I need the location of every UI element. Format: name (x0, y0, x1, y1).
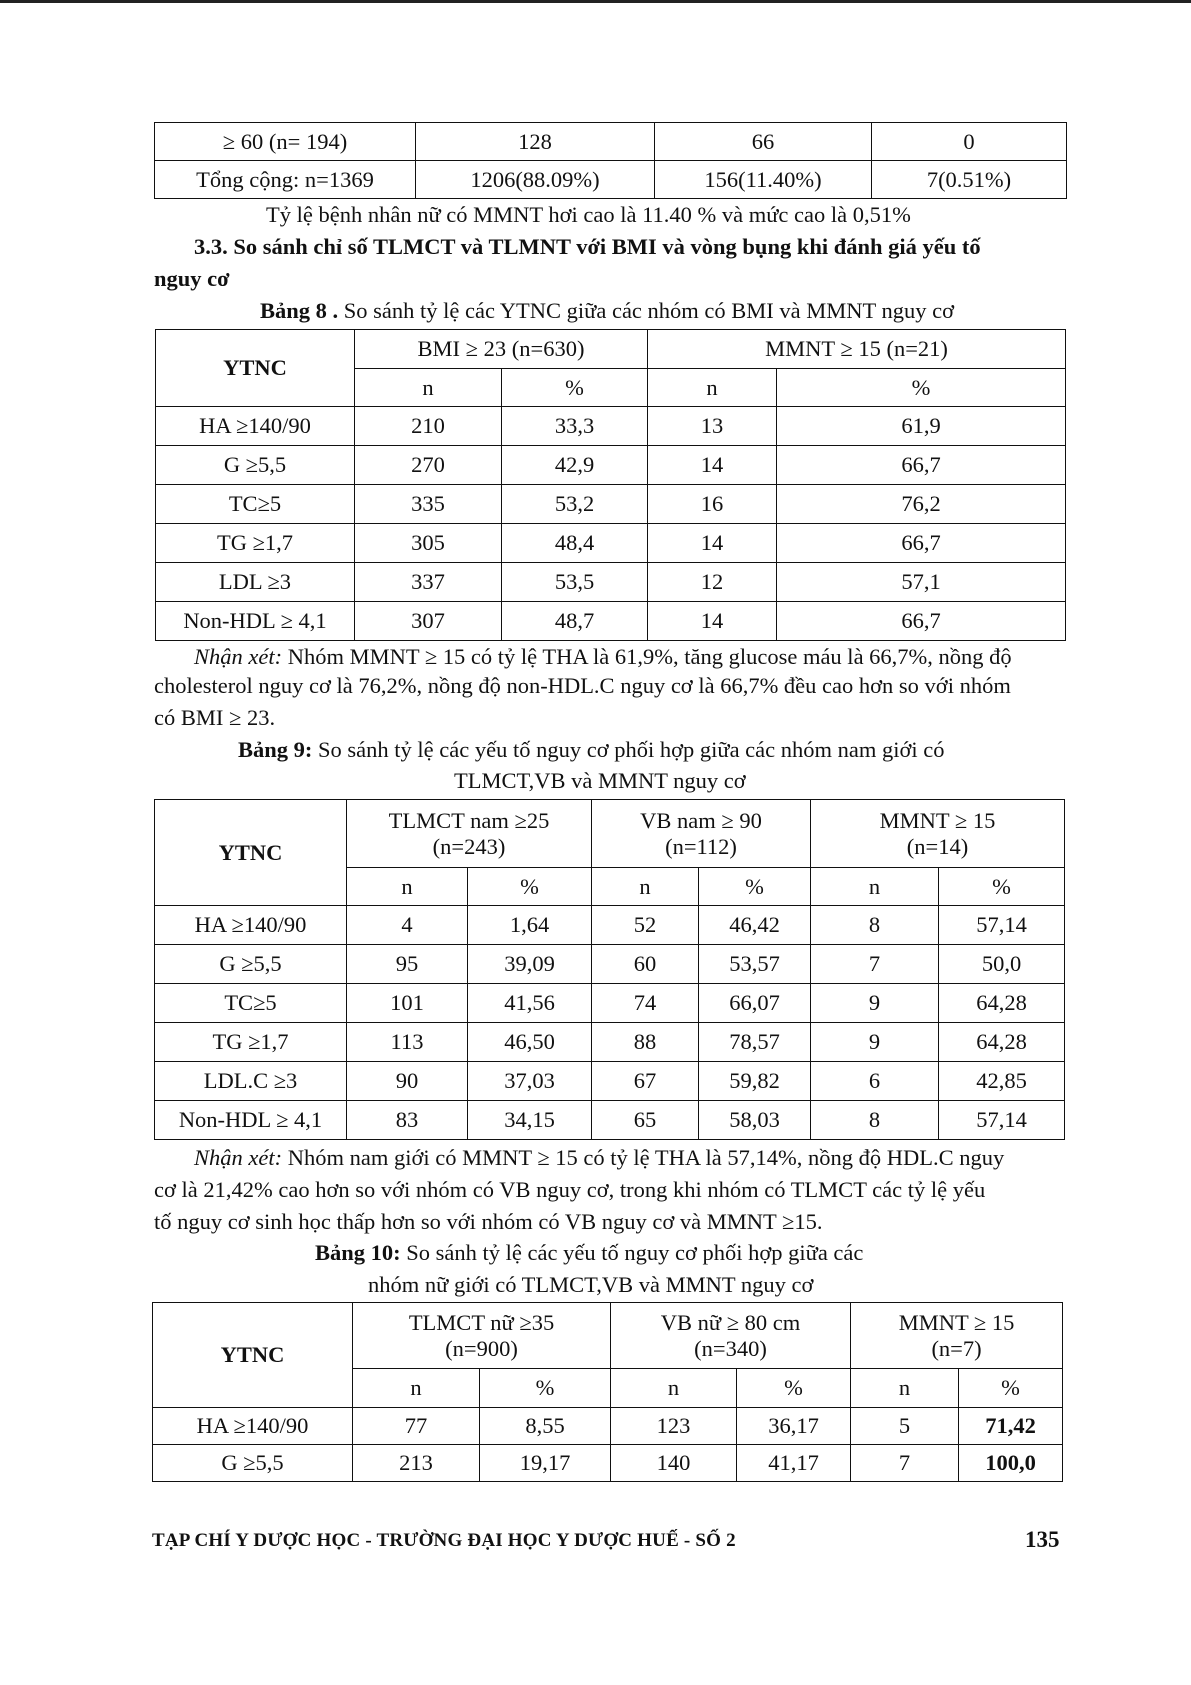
table-cell: 66 (655, 123, 872, 161)
table-cell: 57,1 (777, 563, 1066, 602)
table10-caption-label: Bảng 10: (315, 1240, 401, 1265)
table8-caption-text: So sánh tỷ lệ các YTNC giữa các nhóm có BMI và MMNT nguy cơ (338, 298, 955, 323)
table10-sub-header: n (611, 1369, 737, 1408)
table8-sub-header: % (502, 369, 648, 407)
table-cell: 61,9 (777, 407, 1066, 446)
table-cell: G ≥5,5 (153, 1445, 353, 1482)
table-cell: 213 (353, 1445, 480, 1482)
table-cell: 337 (355, 563, 502, 602)
table9-group-label: MMNT ≥ 15 (879, 807, 996, 833)
remark9-text: Nhóm nam giới có MMNT ≥ 15 có tỷ lệ THA là 57,14%, nồng độ HDL.C nguy (282, 1145, 1005, 1170)
table-cell: 42,85 (939, 1062, 1065, 1101)
table-cell: 74 (592, 984, 699, 1023)
table9-sub-header: n (811, 868, 939, 906)
table-cell: 9 (811, 984, 939, 1023)
table8-sub-header: n (648, 369, 777, 407)
table-cell: TG ≥1,7 (155, 1023, 347, 1062)
remark8-label: Nhận xét: (194, 644, 283, 669)
table8-group-header: BMI ≥ 23 (n=630) (355, 330, 648, 369)
table-row (155, 945, 1065, 984)
table-row (156, 485, 1066, 524)
table-row (155, 1023, 1065, 1062)
remark8-line1 (194, 641, 1012, 672)
table9-group-header (811, 800, 1065, 868)
page-number: 135 (1025, 1527, 1060, 1552)
table-row (156, 563, 1066, 602)
table-cell: 53,2 (502, 485, 648, 524)
table-cell: 16 (648, 485, 777, 524)
table10-ytnc-header: YTNC (153, 1303, 353, 1408)
table10-group-label: MMNT ≥ 15 (898, 1309, 1015, 1335)
table10-group-label: TLMCT nữ ≥35 (408, 1309, 555, 1335)
table-cell: 7 (851, 1445, 959, 1482)
table-row (155, 1101, 1065, 1140)
table8-caption-label: Bảng 8 . (260, 298, 339, 323)
table10-group-header (611, 1303, 851, 1369)
table-cell: 53,57 (699, 945, 811, 984)
table-cell: 19,17 (480, 1445, 611, 1482)
table-cell: 1206(88.09%) (416, 161, 655, 199)
table10-caption-text: So sánh tỷ lệ các yếu tố nguy cơ phối hợp giữa các (400, 1240, 864, 1265)
table-row (156, 524, 1066, 563)
table10-group-n: (n=7) (931, 1335, 982, 1361)
table-cell: 13 (648, 407, 777, 446)
table-cell: 67 (592, 1062, 699, 1101)
table-cell: 48,4 (502, 524, 648, 563)
table9-caption (238, 737, 945, 763)
table-cell: 64,28 (939, 984, 1065, 1023)
remark9-line1 (194, 1145, 1004, 1171)
table-row (155, 984, 1065, 1023)
table-cell: LDL ≥3 (156, 563, 355, 602)
table-cell: 90 (347, 1062, 468, 1101)
table10-sub-header: n (851, 1369, 959, 1408)
table-cell: 128 (416, 123, 655, 161)
table-cell: 71,42 (959, 1408, 1063, 1445)
table-cell: 41,17 (737, 1445, 851, 1482)
table9-group-n: (n=112) (665, 833, 737, 859)
table-cell: 66,7 (777, 524, 1066, 563)
table-cell: 6 (811, 1062, 939, 1101)
table-cell: 57,14 (939, 1101, 1065, 1140)
table-cell: 41,56 (468, 984, 592, 1023)
table-cell: 76,2 (777, 485, 1066, 524)
section-heading-cont: nguy cơ (154, 266, 230, 291)
table10-caption-line2: nhóm nữ giới có TLMCT,VB và MMNT nguy cơ (368, 1272, 814, 1297)
table-cell: Non-HDL ≥ 4,1 (156, 602, 355, 641)
table-cell: 53,5 (502, 563, 648, 602)
table-cell: 34,15 (468, 1101, 592, 1140)
table-cell: HA ≥140/90 (156, 407, 355, 446)
table-row (153, 1408, 1063, 1445)
table-cell: 83 (347, 1101, 468, 1140)
table-cell: 210 (355, 407, 502, 446)
table-cell: 48,7 (502, 602, 648, 641)
table-row (155, 906, 1065, 945)
table10-group-header (851, 1303, 1063, 1369)
table-cell: Non-HDL ≥ 4,1 (155, 1101, 347, 1140)
table9 (154, 799, 1065, 1140)
table-cell: 9 (811, 1023, 939, 1062)
table-cell: 65 (592, 1101, 699, 1140)
table-cell: 140 (611, 1445, 737, 1482)
table-cell: 66,07 (699, 984, 811, 1023)
table-cell: 14 (648, 602, 777, 641)
table-cell: TG ≥1,7 (156, 524, 355, 563)
table-cell: 101 (347, 984, 468, 1023)
table-cell: 60 (592, 945, 699, 984)
table-row (156, 446, 1066, 485)
table-cell: 42,9 (502, 446, 648, 485)
table10-group-n: (n=340) (694, 1335, 767, 1361)
remark8-text: Nhóm MMNT ≥ 15 có tỷ lệ THA là 61,9%, tăng glucose máu là 66,7%, nồng độ (282, 644, 1012, 669)
table-cell: 37,03 (468, 1062, 592, 1101)
table-cell: 14 (648, 524, 777, 563)
table10 (152, 1302, 1063, 1482)
table-cell: 66,7 (777, 602, 1066, 641)
table-row (155, 1062, 1065, 1101)
table9-sub-header: n (347, 868, 468, 906)
remark9-label: Nhận xét: (194, 1145, 283, 1170)
table-row (156, 407, 1066, 446)
table-cell: 12 (648, 563, 777, 602)
note-top: Tỷ lệ bệnh nhân nữ có MMNT hơi cao là 11.40 % và mức cao là 0,51% (266, 202, 911, 227)
table10-sub-header: % (959, 1369, 1063, 1408)
table-cell: G ≥5,5 (155, 945, 347, 984)
table9-caption-text: So sánh tỷ lệ các yếu tố nguy cơ phối hợp giữa các nhóm nam giới có (312, 737, 945, 762)
table-cell: 123 (611, 1408, 737, 1445)
section-heading: 3.3. So sánh chỉ số TLMCT và TLMNT với BMI và vòng bụng khi đánh giá yếu tố (194, 234, 981, 259)
table9-group-label: VB nam ≥ 90 (640, 807, 762, 833)
table9-group-label: TLMCT nam ≥25 (388, 807, 550, 833)
table-cell: 113 (347, 1023, 468, 1062)
table9-ytnc-header: YTNC (155, 800, 347, 906)
table10-sub-header: % (480, 1369, 611, 1408)
table-cell: HA ≥140/90 (153, 1408, 353, 1445)
table-cell: 305 (355, 524, 502, 563)
table9-sub-header: % (468, 868, 592, 906)
table-cell: 8 (811, 1101, 939, 1140)
table-cell: 5 (851, 1408, 959, 1445)
table-cell: 335 (355, 485, 502, 524)
table10-group-label: VB nữ ≥ 80 cm (660, 1309, 801, 1335)
table-cell: 59,82 (699, 1062, 811, 1101)
table-top (154, 122, 1067, 199)
table-cell: 88 (592, 1023, 699, 1062)
table8-ytnc-header: YTNC (156, 330, 355, 407)
table10-sub-header: % (737, 1369, 851, 1408)
table-cell: 36,17 (737, 1408, 851, 1445)
table8 (155, 329, 1066, 641)
table9-group-header (592, 800, 811, 868)
table-row (155, 123, 1067, 161)
table-cell: 57,14 (939, 906, 1065, 945)
table-cell: 95 (347, 945, 468, 984)
table-cell: HA ≥140/90 (155, 906, 347, 945)
table-cell: 77 (353, 1408, 480, 1445)
table8-caption (260, 298, 954, 324)
table-cell: 1,64 (468, 906, 592, 945)
table-row (156, 602, 1066, 641)
table-cell: 7 (811, 945, 939, 984)
table-cell: TC≥5 (156, 485, 355, 524)
table9-group-n: (n=243) (432, 833, 506, 859)
table10-group-n: (n=900) (445, 1335, 518, 1361)
table-cell: ≥ 60 (n= 194) (155, 123, 416, 161)
table9-caption-line2: TLMCT,VB và MMNT nguy cơ (454, 768, 746, 793)
table9-group-header (347, 800, 592, 868)
remark9-line2: cơ là 21,42% cao hơn so với nhóm có VB nguy cơ, trong khi nhóm có TLMCT các tỷ lệ yếu (154, 1177, 986, 1202)
table9-sub-header: % (699, 868, 811, 906)
page-top-rule (0, 0, 1191, 3)
table-cell: 4 (347, 906, 468, 945)
table-cell: Tổng cộng: n=1369 (155, 161, 416, 199)
table8-sub-header: % (777, 369, 1066, 407)
table10-sub-header: n (353, 1369, 480, 1408)
journal-footer: TẠP CHÍ Y DƯỢC HỌC - TRƯỜNG ĐẠI HỌC Y DƯỢC HUẾ - SỐ 2 (152, 1530, 736, 1551)
table-cell: 8 (811, 906, 939, 945)
table10-caption (315, 1240, 863, 1266)
table-cell: 14 (648, 446, 777, 485)
table8-sub-header: n (355, 369, 502, 407)
table-cell: 100,0 (959, 1445, 1063, 1482)
table-cell: 39,09 (468, 945, 592, 984)
table-cell: 46,42 (699, 906, 811, 945)
table-cell: G ≥5,5 (156, 446, 355, 485)
remark9-line3: tố nguy cơ sinh học thấp hơn so với nhóm có VB nguy cơ và MMNT ≥15. (154, 1209, 823, 1234)
table-cell: 156(11.40%) (655, 161, 872, 199)
table-row (153, 1445, 1063, 1482)
table-cell: 46,50 (468, 1023, 592, 1062)
table10-group-header (353, 1303, 611, 1369)
table9-sub-header: % (939, 868, 1065, 906)
remark8-line2: cholesterol nguy cơ là 76,2%, nồng độ non-HDL.C nguy cơ là 66,7% đều cao hơn so với nhóm (154, 673, 1011, 698)
table-cell: TC≥5 (155, 984, 347, 1023)
table-cell: 50,0 (939, 945, 1065, 984)
table-cell: 7(0.51%) (872, 161, 1067, 199)
table8-group-header: MMNT ≥ 15 (n=21) (648, 330, 1066, 369)
table-cell: 33,3 (502, 407, 648, 446)
table-row (155, 161, 1067, 199)
table-cell: 58,03 (699, 1101, 811, 1140)
table-cell: 52 (592, 906, 699, 945)
table-cell: 8,55 (480, 1408, 611, 1445)
table-cell: 64,28 (939, 1023, 1065, 1062)
remark8-line3: có BMI ≥ 23. (154, 705, 276, 730)
table9-sub-header: n (592, 868, 699, 906)
table-cell: 307 (355, 602, 502, 641)
table-cell: 270 (355, 446, 502, 485)
table-cell: 66,7 (777, 446, 1066, 485)
table9-caption-label: Bảng 9: (238, 737, 313, 762)
table9-group-n: (n=14) (906, 833, 969, 859)
table-cell: 0 (872, 123, 1067, 161)
table-cell: 78,57 (699, 1023, 811, 1062)
table-cell: LDL.C ≥3 (155, 1062, 347, 1101)
